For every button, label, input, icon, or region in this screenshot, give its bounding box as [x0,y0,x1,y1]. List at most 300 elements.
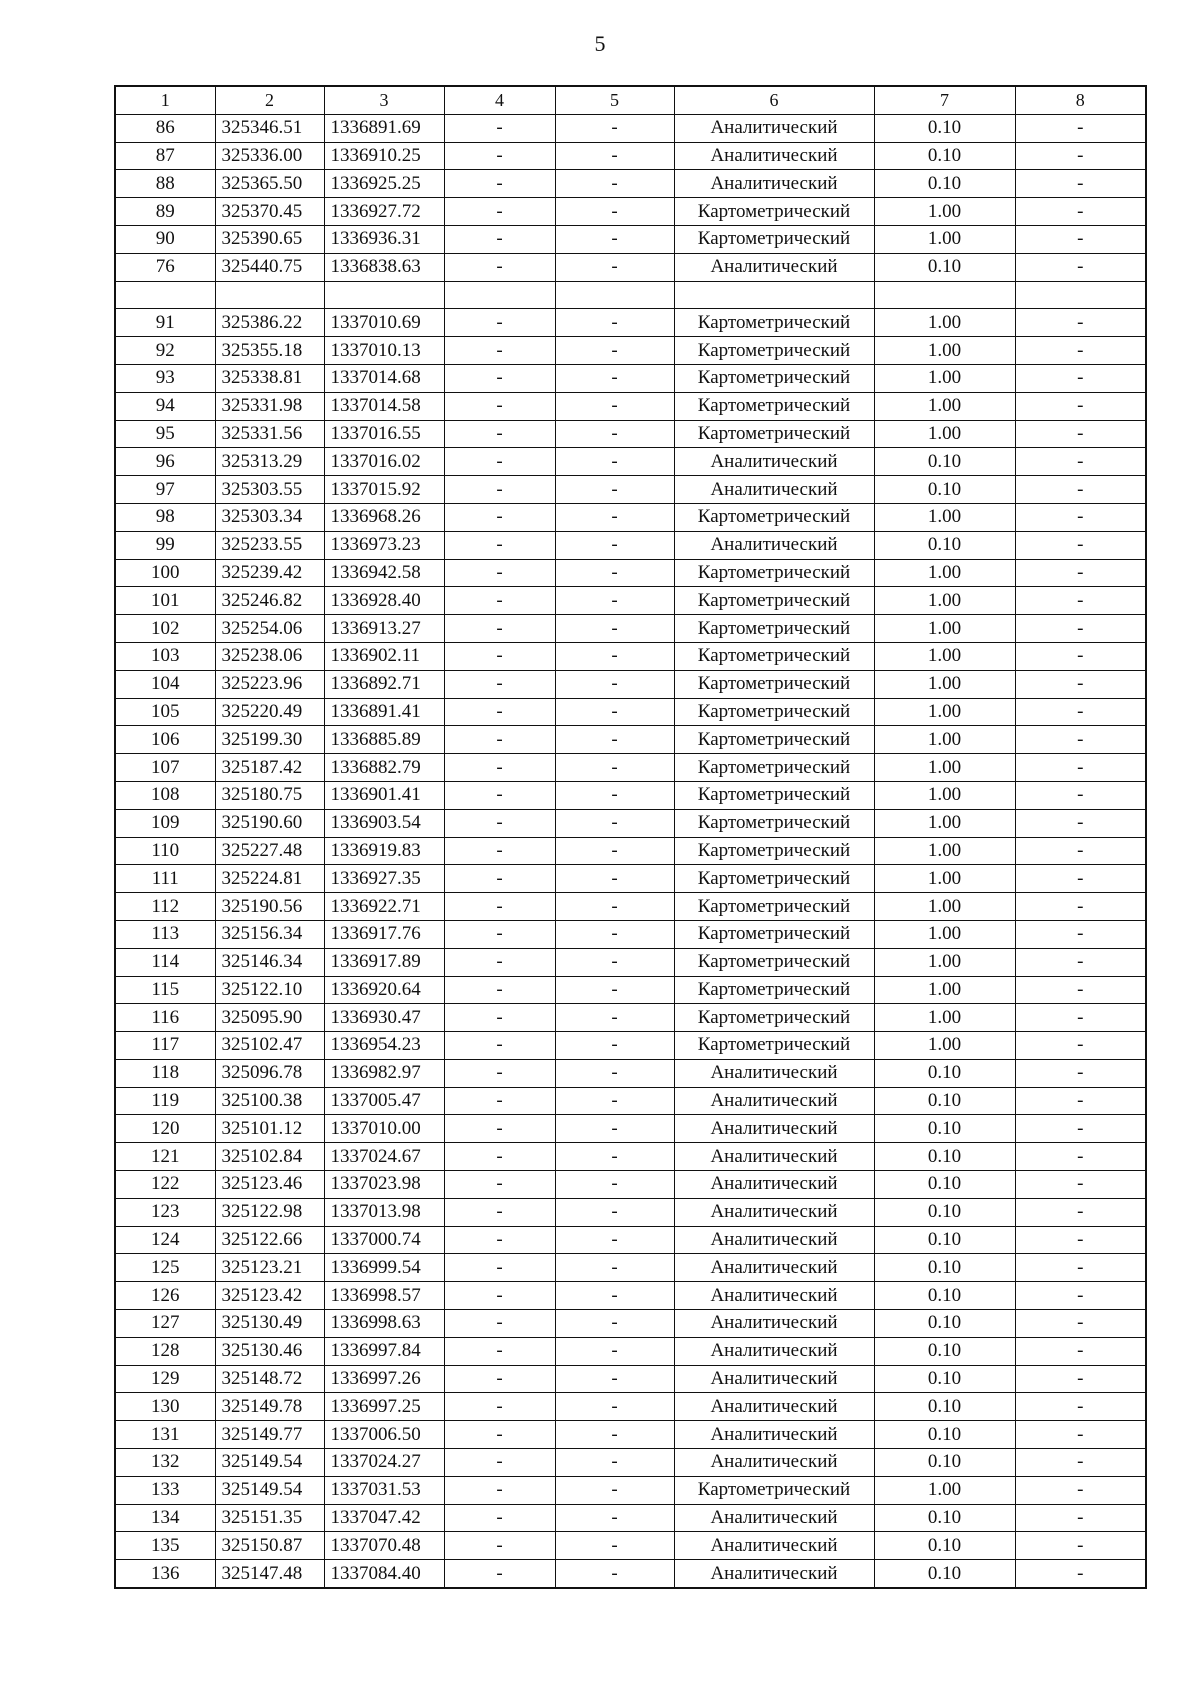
point-number-cell: 93 [115,364,215,392]
column-8-cell: - [1015,587,1146,615]
y-coordinate-cell: 1336999.54 [324,1254,444,1282]
point-number-cell: 87 [115,142,215,170]
table-row [115,309,1146,337]
y-coordinate-cell: 1337006.50 [324,1421,444,1449]
column-5-cell: - [555,1282,674,1310]
point-number-cell: 126 [115,1282,215,1310]
column-8-cell: - [1015,1476,1146,1504]
column-4-cell: - [444,698,555,726]
column-5-cell: - [555,1365,674,1393]
column-header-2: 2 [215,86,324,114]
accuracy-cell: 1.00 [874,670,1015,698]
x-coordinate-cell: 325146.34 [215,948,324,976]
column-5-cell: - [555,865,674,893]
method-cell: Аналитический [674,1254,874,1282]
y-coordinate-cell: 1336917.76 [324,920,444,948]
point-number-cell: 92 [115,337,215,365]
column-4-cell: - [444,420,555,448]
column-8-cell: - [1015,726,1146,754]
column-4-cell: - [444,1532,555,1560]
column-8-cell: - [1015,781,1146,809]
x-coordinate-cell: 325122.10 [215,976,324,1004]
column-8-cell: - [1015,754,1146,782]
column-8-cell: - [1015,1282,1146,1310]
accuracy-cell: 0.10 [874,448,1015,476]
x-coordinate-cell: 325149.77 [215,1421,324,1449]
column-8-cell: - [1015,142,1146,170]
column-8-cell: - [1015,809,1146,837]
x-coordinate-cell: 325123.42 [215,1282,324,1310]
point-number-cell: 108 [115,781,215,809]
point-number-cell: 91 [115,309,215,337]
y-coordinate-cell: 1337014.58 [324,392,444,420]
table-row [115,420,1146,448]
accuracy-cell: 0.10 [874,1365,1015,1393]
column-8-cell: - [1015,1226,1146,1254]
point-number-cell: 113 [115,920,215,948]
table-row [115,1310,1146,1338]
accuracy-cell: 0.10 [874,1449,1015,1477]
x-coordinate-cell: 325149.54 [215,1476,324,1504]
column-8-cell: - [1015,1143,1146,1171]
column-5-cell: - [555,809,674,837]
table-row [115,1032,1146,1060]
x-coordinate-cell: 325254.06 [215,615,324,643]
table-row [115,1337,1146,1365]
column-8-cell: - [1015,1393,1146,1421]
method-cell: Картометрический [674,392,874,420]
method-cell: Аналитический [674,1115,874,1143]
y-coordinate-cell: 1337016.55 [324,420,444,448]
column-5-cell: - [555,948,674,976]
table-row [115,726,1146,754]
point-number-cell: 103 [115,642,215,670]
x-coordinate-cell [215,281,324,309]
accuracy-cell: 1.00 [874,615,1015,643]
table-row [115,1226,1146,1254]
column-5-cell: - [555,225,674,253]
table-row [115,698,1146,726]
column-8-cell: - [1015,337,1146,365]
column-5-cell: - [555,1171,674,1199]
accuracy-cell: 1.00 [874,559,1015,587]
point-number-cell: 120 [115,1115,215,1143]
y-coordinate-cell: 1336922.71 [324,893,444,921]
column-4-cell: - [444,170,555,198]
y-coordinate-cell: 1337016.02 [324,448,444,476]
column-4-cell: - [444,476,555,504]
x-coordinate-cell: 325095.90 [215,1004,324,1032]
table-row [115,1365,1146,1393]
y-coordinate-cell: 1336954.23 [324,1032,444,1060]
x-coordinate-cell: 325331.56 [215,420,324,448]
column-8-cell: - [1015,392,1146,420]
accuracy-cell: 0.10 [874,170,1015,198]
x-coordinate-cell: 325331.98 [215,392,324,420]
point-number-cell: 117 [115,1032,215,1060]
column-4-cell: - [444,920,555,948]
point-number-cell: 127 [115,1310,215,1338]
column-8-cell: - [1015,1004,1146,1032]
column-5-cell: - [555,1476,674,1504]
column-4-cell: - [444,1059,555,1087]
column-8-cell: - [1015,865,1146,893]
x-coordinate-cell: 325149.54 [215,1449,324,1477]
table-row [115,225,1146,253]
column-5-cell: - [555,1226,674,1254]
accuracy-cell: 1.00 [874,198,1015,226]
column-4-cell: - [444,976,555,1004]
y-coordinate-cell: 1336982.97 [324,1059,444,1087]
accuracy-cell: 1.00 [874,698,1015,726]
method-cell: Аналитический [674,476,874,504]
column-4-cell: - [444,1226,555,1254]
column-5-cell: - [555,1532,674,1560]
column-4-cell: - [444,392,555,420]
method-cell: Картометрический [674,893,874,921]
y-coordinate-cell: 1336901.41 [324,781,444,809]
y-coordinate-cell: 1336936.31 [324,225,444,253]
accuracy-cell: 0.10 [874,1059,1015,1087]
coordinates-table [114,85,1147,1589]
column-4-cell: - [444,726,555,754]
table-row [115,170,1146,198]
column-5-cell: - [555,1087,674,1115]
y-coordinate-cell: 1337031.53 [324,1476,444,1504]
y-coordinate-cell: 1336998.63 [324,1310,444,1338]
y-coordinate-cell: 1337000.74 [324,1226,444,1254]
x-coordinate-cell: 325096.78 [215,1059,324,1087]
accuracy-cell: 1.00 [874,726,1015,754]
method-cell: Аналитический [674,1337,874,1365]
accuracy-cell: 1.00 [874,1004,1015,1032]
column-header-4: 4 [444,86,555,114]
y-coordinate-cell [324,281,444,309]
column-5-cell: - [555,893,674,921]
column-4-cell: - [444,1365,555,1393]
column-5-cell: - [555,337,674,365]
point-number-cell: 107 [115,754,215,782]
y-coordinate-cell: 1337014.68 [324,364,444,392]
column-5-cell: - [555,698,674,726]
x-coordinate-cell: 325190.60 [215,809,324,837]
table-row [115,754,1146,782]
table-header-row [115,86,1146,114]
column-4-cell: - [444,837,555,865]
accuracy-cell: 0.10 [874,1087,1015,1115]
y-coordinate-cell: 1336925.25 [324,170,444,198]
column-5-cell: - [555,587,674,615]
method-cell: Аналитический [674,114,874,142]
x-coordinate-cell: 325338.81 [215,364,324,392]
column-5-cell: - [555,1254,674,1282]
accuracy-cell: 0.10 [874,1226,1015,1254]
column-4-cell: - [444,364,555,392]
y-coordinate-cell: 1337084.40 [324,1560,444,1588]
accuracy-cell: 0.10 [874,253,1015,281]
column-8-cell: - [1015,837,1146,865]
method-cell: Картометрический [674,503,874,531]
accuracy-cell: 1.00 [874,642,1015,670]
x-coordinate-cell: 325223.96 [215,670,324,698]
method-cell: Аналитический [674,1143,874,1171]
column-header-3: 3 [324,86,444,114]
method-cell: Картометрический [674,726,874,754]
method-cell: Картометрический [674,1032,874,1060]
column-4-cell: - [444,1560,555,1588]
accuracy-cell: 0.10 [874,476,1015,504]
column-4-cell: - [444,1310,555,1338]
table-row [115,615,1146,643]
column-8-cell: - [1015,1560,1146,1588]
method-cell: Аналитический [674,1560,874,1588]
point-number-cell: 100 [115,559,215,587]
column-5-cell: - [555,1004,674,1032]
x-coordinate-cell: 325147.48 [215,1560,324,1588]
table-row [115,670,1146,698]
method-cell: Аналитический [674,142,874,170]
method-cell: Картометрический [674,754,874,782]
x-coordinate-cell: 325148.72 [215,1365,324,1393]
column-header-8: 8 [1015,86,1146,114]
column-8-cell: - [1015,448,1146,476]
point-number-cell: 112 [115,893,215,921]
column-4-cell: - [444,1504,555,1532]
table-row [115,448,1146,476]
method-cell: Картометрический [674,1004,874,1032]
column-5-cell: - [555,1059,674,1087]
accuracy-cell: 0.10 [874,1143,1015,1171]
x-coordinate-cell: 325101.12 [215,1115,324,1143]
column-header-5: 5 [555,86,674,114]
method-cell: Аналитический [674,1282,874,1310]
y-coordinate-cell: 1336902.11 [324,642,444,670]
column-5-cell: - [555,642,674,670]
column-5-cell: - [555,754,674,782]
x-coordinate-cell: 325246.82 [215,587,324,615]
column-4-cell: - [444,781,555,809]
column-5-cell: - [555,1449,674,1477]
x-coordinate-cell: 325156.34 [215,920,324,948]
accuracy-cell: 0.10 [874,1198,1015,1226]
method-cell: Картометрический [674,364,874,392]
x-coordinate-cell: 325346.51 [215,114,324,142]
y-coordinate-cell: 1336928.40 [324,587,444,615]
y-coordinate-cell: 1336882.79 [324,754,444,782]
x-coordinate-cell: 325149.78 [215,1393,324,1421]
x-coordinate-cell: 325336.00 [215,142,324,170]
point-number-cell: 116 [115,1004,215,1032]
table-row [115,364,1146,392]
column-4-cell: - [444,114,555,142]
point-number-cell: 101 [115,587,215,615]
point-number-cell: 94 [115,392,215,420]
method-cell: Картометрический [674,948,874,976]
y-coordinate-cell: 1336913.27 [324,615,444,643]
column-5-cell: - [555,364,674,392]
column-5-cell: - [555,670,674,698]
column-header-7: 7 [874,86,1015,114]
x-coordinate-cell: 325187.42 [215,754,324,782]
accuracy-cell: 1.00 [874,337,1015,365]
point-number-cell: 118 [115,1059,215,1087]
column-4-cell: - [444,865,555,893]
point-number-cell: 121 [115,1143,215,1171]
x-coordinate-cell: 325365.50 [215,170,324,198]
column-4-cell: - [444,1143,555,1171]
column-4-cell: - [444,559,555,587]
column-8-cell: - [1015,420,1146,448]
column-4-cell: - [444,893,555,921]
method-cell: Аналитический [674,170,874,198]
table-row [115,559,1146,587]
point-number-cell: 122 [115,1171,215,1199]
column-5-cell: - [555,615,674,643]
x-coordinate-cell: 325199.30 [215,726,324,754]
column-5-cell: - [555,1504,674,1532]
y-coordinate-cell: 1336891.41 [324,698,444,726]
point-number-cell: 105 [115,698,215,726]
x-coordinate-cell: 325238.06 [215,642,324,670]
table-row [115,642,1146,670]
y-coordinate-cell: 1337005.47 [324,1087,444,1115]
accuracy-cell: 1.00 [874,976,1015,1004]
point-number-cell: 106 [115,726,215,754]
x-coordinate-cell: 325224.81 [215,865,324,893]
point-number-cell: 134 [115,1504,215,1532]
table-row [115,1254,1146,1282]
method-cell: Аналитический [674,1365,874,1393]
table-row [115,1198,1146,1226]
point-number-cell [115,281,215,309]
x-coordinate-cell: 325151.35 [215,1504,324,1532]
column-8-cell: - [1015,1365,1146,1393]
point-number-cell: 114 [115,948,215,976]
y-coordinate-cell: 1337070.48 [324,1532,444,1560]
table-row [115,1421,1146,1449]
x-coordinate-cell: 325233.55 [215,531,324,559]
y-coordinate-cell: 1336942.58 [324,559,444,587]
point-number-cell: 95 [115,420,215,448]
point-number-cell: 89 [115,198,215,226]
method-cell: Картометрический [674,615,874,643]
y-coordinate-cell: 1336920.64 [324,976,444,1004]
column-8-cell: - [1015,1421,1146,1449]
x-coordinate-cell: 325386.22 [215,309,324,337]
point-number-cell: 115 [115,976,215,1004]
table-row [115,893,1146,921]
point-number-cell: 76 [115,253,215,281]
method-cell: Картометрический [674,781,874,809]
column-4-cell: - [444,615,555,643]
column-8-cell: - [1015,642,1146,670]
column-8-cell: - [1015,920,1146,948]
point-number-cell: 135 [115,1532,215,1560]
column-4-cell: - [444,809,555,837]
table-row [115,587,1146,615]
accuracy-cell: 1.00 [874,948,1015,976]
method-cell: Аналитический [674,1087,874,1115]
column-4-cell: - [444,253,555,281]
column-8-cell: - [1015,948,1146,976]
accuracy-cell: 1.00 [874,392,1015,420]
y-coordinate-cell: 1337010.00 [324,1115,444,1143]
x-coordinate-cell: 325130.46 [215,1337,324,1365]
accuracy-cell: 1.00 [874,503,1015,531]
table-row [115,1393,1146,1421]
point-number-cell: 136 [115,1560,215,1588]
table-row [115,1532,1146,1560]
method-cell: Аналитический [674,1532,874,1560]
table-row [115,1449,1146,1477]
table-row [115,1171,1146,1199]
y-coordinate-cell: 1336973.23 [324,531,444,559]
accuracy-cell: 0.10 [874,531,1015,559]
column-5-cell: - [555,448,674,476]
column-5-cell: - [555,253,674,281]
point-number-cell: 109 [115,809,215,837]
method-cell: Аналитический [674,448,874,476]
accuracy-cell: 0.10 [874,1421,1015,1449]
column-8-cell: - [1015,1198,1146,1226]
table-row [115,503,1146,531]
table-row [115,1504,1146,1532]
table-row [115,1476,1146,1504]
column-8-cell [1015,281,1146,309]
column-5-cell: - [555,420,674,448]
y-coordinate-cell: 1337010.69 [324,309,444,337]
column-8-cell: - [1015,1254,1146,1282]
accuracy-cell: 1.00 [874,364,1015,392]
column-5-cell: - [555,309,674,337]
point-number-cell: 102 [115,615,215,643]
column-4-cell: - [444,503,555,531]
table-row [115,809,1146,837]
x-coordinate-cell: 325303.34 [215,503,324,531]
point-number-cell: 133 [115,1476,215,1504]
point-number-cell: 129 [115,1365,215,1393]
method-cell: Картометрический [674,420,874,448]
column-4-cell: - [444,1087,555,1115]
method-cell: Картометрический [674,559,874,587]
table-row [115,253,1146,281]
method-cell: Аналитический [674,1226,874,1254]
accuracy-cell [874,281,1015,309]
accuracy-cell: 0.10 [874,1504,1015,1532]
column-5-cell: - [555,976,674,1004]
column-4-cell: - [444,1032,555,1060]
y-coordinate-cell: 1336903.54 [324,809,444,837]
column-5-cell: - [555,1337,674,1365]
column-5-cell: - [555,1032,674,1060]
column-4-cell: - [444,531,555,559]
method-cell: Аналитический [674,1310,874,1338]
method-cell: Аналитический [674,1504,874,1532]
column-5-cell: - [555,726,674,754]
column-8-cell: - [1015,476,1146,504]
column-5-cell: - [555,1421,674,1449]
accuracy-cell: 0.10 [874,1115,1015,1143]
accuracy-cell: 1.00 [874,865,1015,893]
point-number-cell: 104 [115,670,215,698]
column-8-cell: - [1015,1032,1146,1060]
y-coordinate-cell: 1337023.98 [324,1171,444,1199]
point-number-cell: 132 [115,1449,215,1477]
x-coordinate-cell: 325440.75 [215,253,324,281]
column-4-cell: - [444,198,555,226]
table-row [115,281,1146,309]
accuracy-cell: 0.10 [874,1560,1015,1588]
